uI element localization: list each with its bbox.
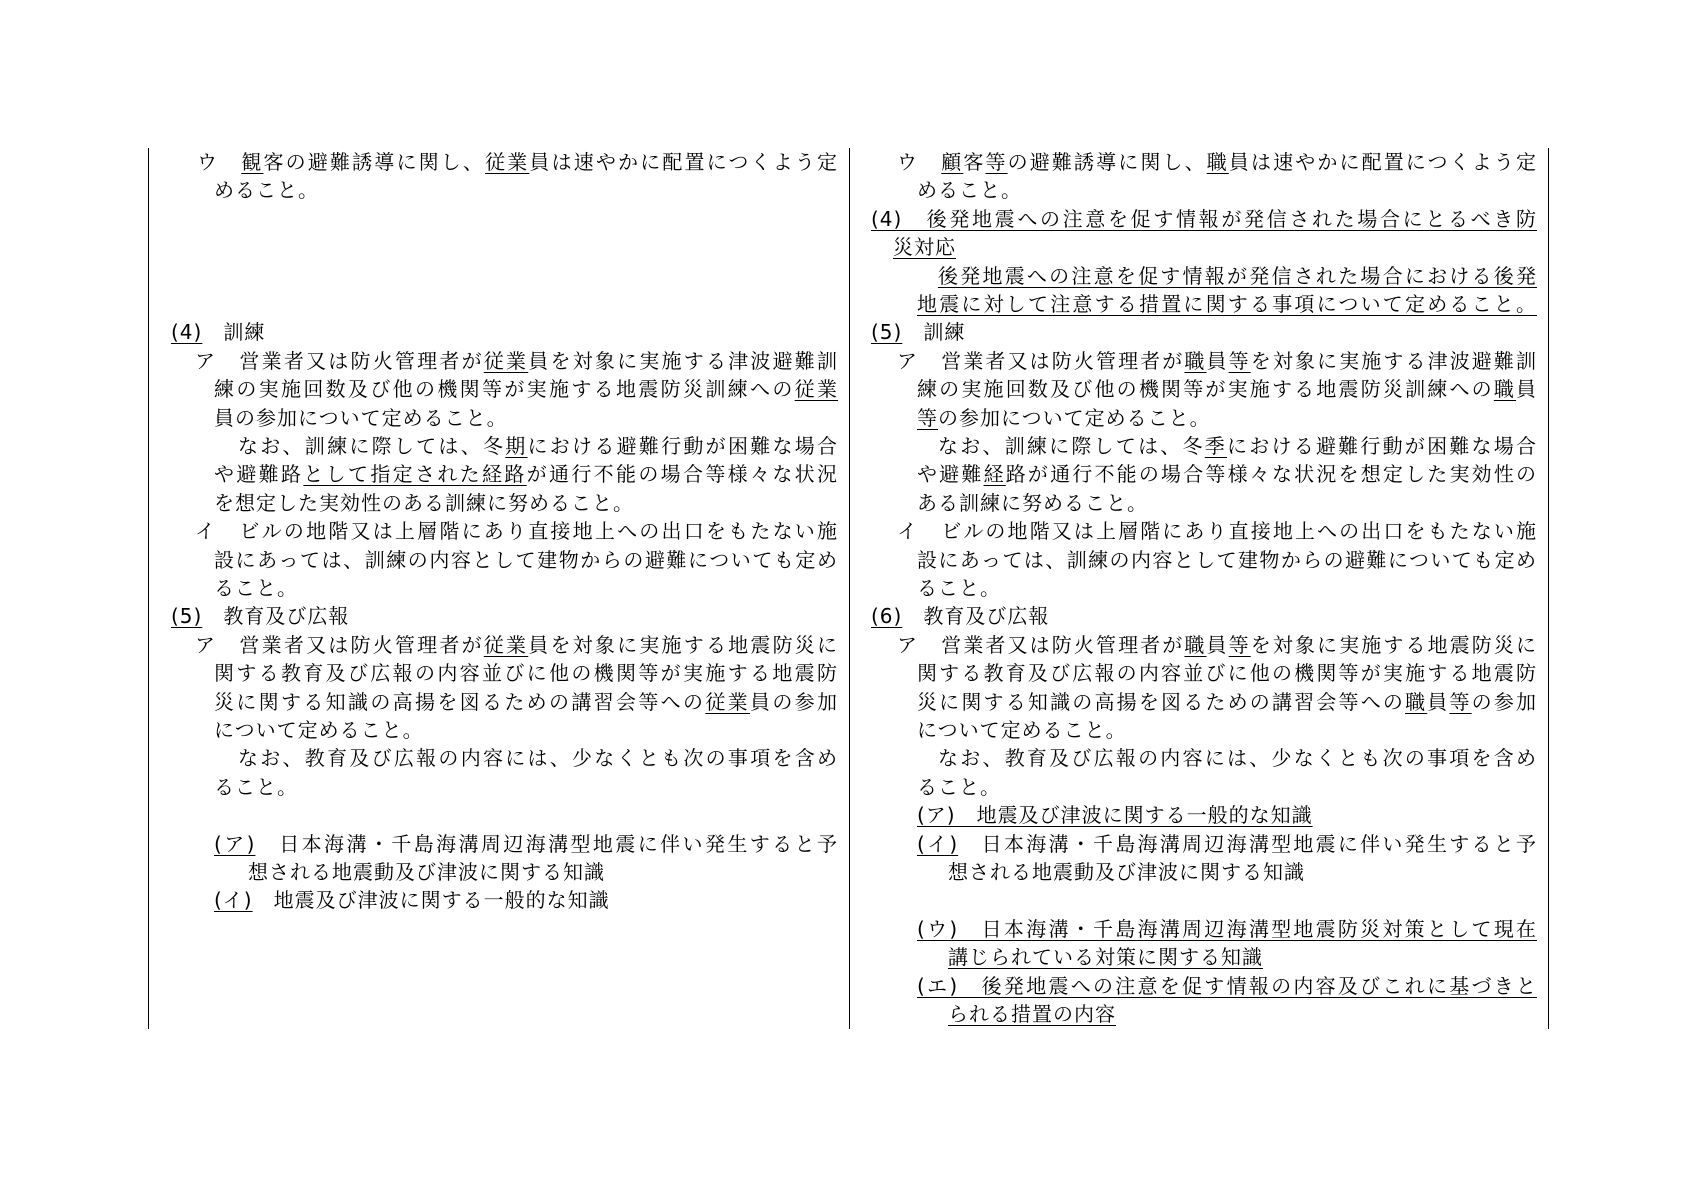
right-text-line	[948, 858, 1537, 886]
text-segment: 員の参加	[750, 689, 839, 714]
left-text-line	[171, 602, 838, 630]
underlined-amendment-text: 職	[1493, 377, 1517, 402]
text-segment: が通行不能の場合等様々な状況	[526, 462, 839, 487]
underlined-amendment-text: 等	[1228, 632, 1251, 657]
left-text-line	[248, 858, 838, 886]
right-text-line	[897, 347, 1537, 375]
text-segment: ること。	[917, 576, 1001, 600]
left-text-line	[238, 744, 838, 772]
left-text-line	[214, 489, 838, 517]
right-text-line	[917, 574, 1537, 602]
underlined-amendment-text: 職	[1184, 632, 1207, 657]
text-segment: 路が通行不能の場合等様々な状況を想定した実効性の	[1005, 462, 1538, 487]
underlined-amendment-text: 経	[983, 462, 1006, 487]
underlined-amendment-text: 季	[1204, 434, 1228, 458]
right-text-line	[897, 517, 1537, 545]
right-text-line	[871, 602, 1537, 630]
left-text-line	[214, 546, 838, 574]
underlined-amendment-text: (5)	[171, 604, 203, 629]
text-segment: を対象に実施する津波避難訓	[1250, 348, 1538, 373]
text-segment: について定めること。	[917, 718, 1127, 742]
text-segment: ア 営業者又は防火管理者が	[897, 348, 1185, 373]
table-border-left	[148, 148, 149, 1029]
text-segment: なお、訓練に際しては、冬	[938, 434, 1205, 458]
underlined-amendment-text: 講じられている対策に関する知識	[948, 945, 1263, 970]
text-segment: の参加について定めること。	[938, 405, 1211, 430]
text-segment: 設にあっては、訓練の内容として建物からの避難についても定め	[214, 547, 838, 572]
left-text-line	[214, 460, 838, 488]
left-text-line	[171, 318, 838, 346]
text-segment: 客の避難誘導に関し、	[263, 150, 486, 174]
underlined-amendment-text: 従業	[485, 150, 530, 174]
text-segment: 訓練	[202, 320, 266, 345]
text-segment: イ ビルの地階又は上層階にあり直接地上への出口をもたない施	[195, 519, 838, 544]
right-text-line	[948, 943, 1537, 971]
right-text-line	[871, 205, 1537, 233]
right-text-line	[917, 489, 1537, 517]
text-segment: 員	[1427, 689, 1450, 714]
underlined-amendment-text: (ウ) 日本海溝・千島海溝周辺海溝型地震防災対策として現在	[917, 916, 1537, 941]
right-text-line	[917, 460, 1537, 488]
text-segment: ウ	[197, 150, 242, 174]
right-text-line	[938, 432, 1537, 460]
right-text-line	[917, 972, 1537, 1000]
left-text-line	[214, 176, 838, 204]
text-segment: 員を対象に実施する地震防災に	[528, 632, 839, 657]
underlined-amendment-text: (4) 後発地震への注意を促す情報が発信された場合にとるべき防	[871, 206, 1537, 231]
left-text-line	[214, 773, 838, 801]
text-segment: 関する教育及び広報の内容並びに他の機関等が実施する地震防	[917, 661, 1537, 686]
underlined-amendment-text: 従業	[483, 348, 529, 373]
left-text-line	[214, 716, 838, 744]
left-text-line	[214, 659, 838, 687]
right-text-line	[893, 233, 1537, 261]
underlined-amendment-text: (イ)	[214, 888, 253, 913]
text-segment: 関する教育及び広報の内容並びに他の機関等が実施する地震防	[214, 661, 838, 686]
right-text-line	[917, 915, 1537, 943]
text-segment: めること。	[917, 178, 1022, 203]
text-segment: における避難行動が困難な場合	[527, 434, 839, 458]
text-segment: ること。	[214, 576, 298, 600]
text-segment: や避難路	[214, 462, 304, 487]
underlined-amendment-text: 等	[917, 405, 938, 430]
text-segment: 想される地震動及び津波に関する知識	[248, 860, 605, 884]
text-segment: や避難	[917, 462, 984, 487]
text-segment: 地震及び津波に関する一般的な知識	[252, 888, 610, 913]
underlined-amendment-text: 従業	[794, 377, 839, 402]
text-segment: なお、教育及び広報の内容には、少なくとも次の事項を含め	[238, 746, 838, 771]
right-text-line	[917, 688, 1537, 716]
left-text-line	[214, 688, 838, 716]
right-text-line	[917, 404, 1537, 432]
underlined-amendment-text: (イ)	[917, 831, 959, 856]
text-segment: 練の実施回数及び他の機関等が実施する地震防災訓練への	[917, 377, 1494, 402]
text-segment: の参加	[1471, 689, 1538, 714]
right-text-line	[917, 176, 1537, 204]
underlined-amendment-text: として指定された経路	[303, 462, 527, 487]
underlined-amendment-text: (4)	[171, 320, 203, 345]
underlined-amendment-text: (ア) 地震及び津波に関する一般的な知識	[917, 803, 1313, 828]
underlined-amendment-text: 等	[1449, 689, 1472, 714]
text-segment: めること。	[214, 178, 319, 203]
text-segment: 設にあっては、訓練の内容として建物からの避難についても定め	[917, 547, 1537, 572]
underlined-amendment-text: 後発地震への注意を促す情報が発信された場合における後発	[938, 263, 1537, 288]
underlined-amendment-text: 従業	[705, 689, 751, 714]
text-segment: 練の実施回数及び他の機関等が実施する地震防災訓練への	[214, 377, 795, 402]
underlined-amendment-text: 観	[241, 150, 264, 174]
right-text-line	[917, 546, 1537, 574]
right-text-line	[917, 830, 1537, 858]
underlined-amendment-text: 職	[1206, 150, 1229, 174]
underlined-amendment-text: (ア)	[214, 831, 256, 856]
right-text-line	[948, 1000, 1537, 1028]
text-segment: 員の参加について定めること。	[214, 405, 508, 430]
right-text-line	[917, 801, 1537, 829]
underlined-amendment-text: 期	[505, 434, 528, 458]
text-segment: なお、教育及び広報の内容には、少なくとも次の事項を含め	[938, 746, 1537, 771]
text-segment: における避難行動が困難な場合	[1227, 434, 1538, 458]
text-segment: 員	[1206, 348, 1229, 373]
right-text-line	[917, 773, 1537, 801]
right-text-line	[938, 744, 1537, 772]
text-segment: ること。	[214, 774, 298, 799]
text-segment: 員を対象に実施する津波避難訓	[528, 348, 839, 373]
underlined-amendment-text: (5)	[871, 320, 903, 345]
left-text-line	[214, 404, 838, 432]
right-text-line	[938, 262, 1537, 290]
text-segment: 教育及び広報	[902, 604, 1050, 629]
left-text-line	[195, 347, 838, 375]
right-text-line	[871, 318, 1537, 346]
text-segment: を対象に実施する地震防災に	[1250, 632, 1538, 657]
text-segment: ア 営業者又は防火管理者が	[195, 632, 484, 657]
underlined-amendment-text: 職	[1405, 689, 1428, 714]
right-text-line	[917, 716, 1537, 744]
underlined-amendment-text: (6)	[871, 604, 903, 629]
text-segment: ア 営業者又は防火管理者が	[897, 632, 1185, 657]
text-segment: なお、訓練に際しては、冬	[238, 434, 506, 458]
text-segment: 災に関する知識の高揚を図るための講習会等への	[214, 689, 706, 714]
underlined-amendment-text: (エ) 後発地震への注意を促す情報の内容及びこれに基づきと	[917, 973, 1537, 998]
text-segment: 日本海溝・千島海溝周辺海溝型地震に伴い発生すると予	[255, 831, 838, 856]
underlined-amendment-text: 等	[1228, 348, 1251, 373]
text-segment: 員	[1516, 377, 1538, 402]
left-text-line	[197, 148, 838, 176]
left-text-line	[238, 432, 838, 460]
text-segment: 教育及び広報	[202, 604, 350, 629]
text-segment: ある訓練に努めること。	[917, 490, 1148, 515]
text-segment: 員は速やかに配置につくよう定	[529, 150, 839, 174]
right-text-line	[917, 659, 1537, 687]
text-segment: 想される地震動及び津波に関する知識	[948, 860, 1305, 884]
underlined-amendment-text: 災対応	[893, 235, 956, 260]
underlined-amendment-text: 地震に対して注意する措置に関する事項について定めること。	[917, 292, 1537, 316]
underlined-amendment-text: 従業	[483, 632, 529, 657]
text-segment: イ ビルの地階又は上層階にあり直接地上への出口をもたない施	[897, 519, 1537, 544]
underlined-amendment-text: 顧	[941, 150, 964, 174]
text-segment: 訓練	[902, 320, 966, 345]
text-segment: について定めること。	[214, 718, 424, 742]
text-segment: 客	[963, 150, 986, 174]
left-text-line	[214, 574, 838, 602]
underlined-amendment-text: 等	[985, 150, 1008, 174]
text-segment: を想定した実効性のある訓練に努めること。	[214, 490, 634, 515]
left-text-line	[195, 631, 838, 659]
text-segment: ア 営業者又は防火管理者が	[195, 348, 484, 373]
text-segment: 員	[1206, 632, 1229, 657]
left-text-line	[195, 517, 838, 545]
right-text-line	[897, 148, 1537, 176]
left-text-line	[214, 375, 838, 403]
left-text-line	[214, 886, 838, 914]
text-segment: 災に関する知識の高揚を図るための講習会等への	[917, 689, 1406, 714]
underlined-amendment-text: られる措置の内容	[948, 1002, 1116, 1026]
table-border-middle	[849, 148, 850, 1029]
text-segment: ること。	[917, 774, 1001, 799]
text-segment: 員は速やかに配置につくよう定	[1228, 150, 1538, 174]
right-text-line	[917, 375, 1537, 403]
text-segment: ウ	[897, 150, 942, 174]
table-border-right	[1548, 148, 1549, 1029]
right-text-line	[897, 631, 1537, 659]
underlined-amendment-text: 職	[1184, 348, 1207, 373]
left-text-line	[214, 830, 838, 858]
right-text-line	[917, 290, 1537, 318]
text-segment: の避難誘導に関し、	[1007, 150, 1207, 174]
text-segment: 日本海溝・千島海溝周辺海溝型地震に伴い発生すると予	[958, 831, 1538, 856]
